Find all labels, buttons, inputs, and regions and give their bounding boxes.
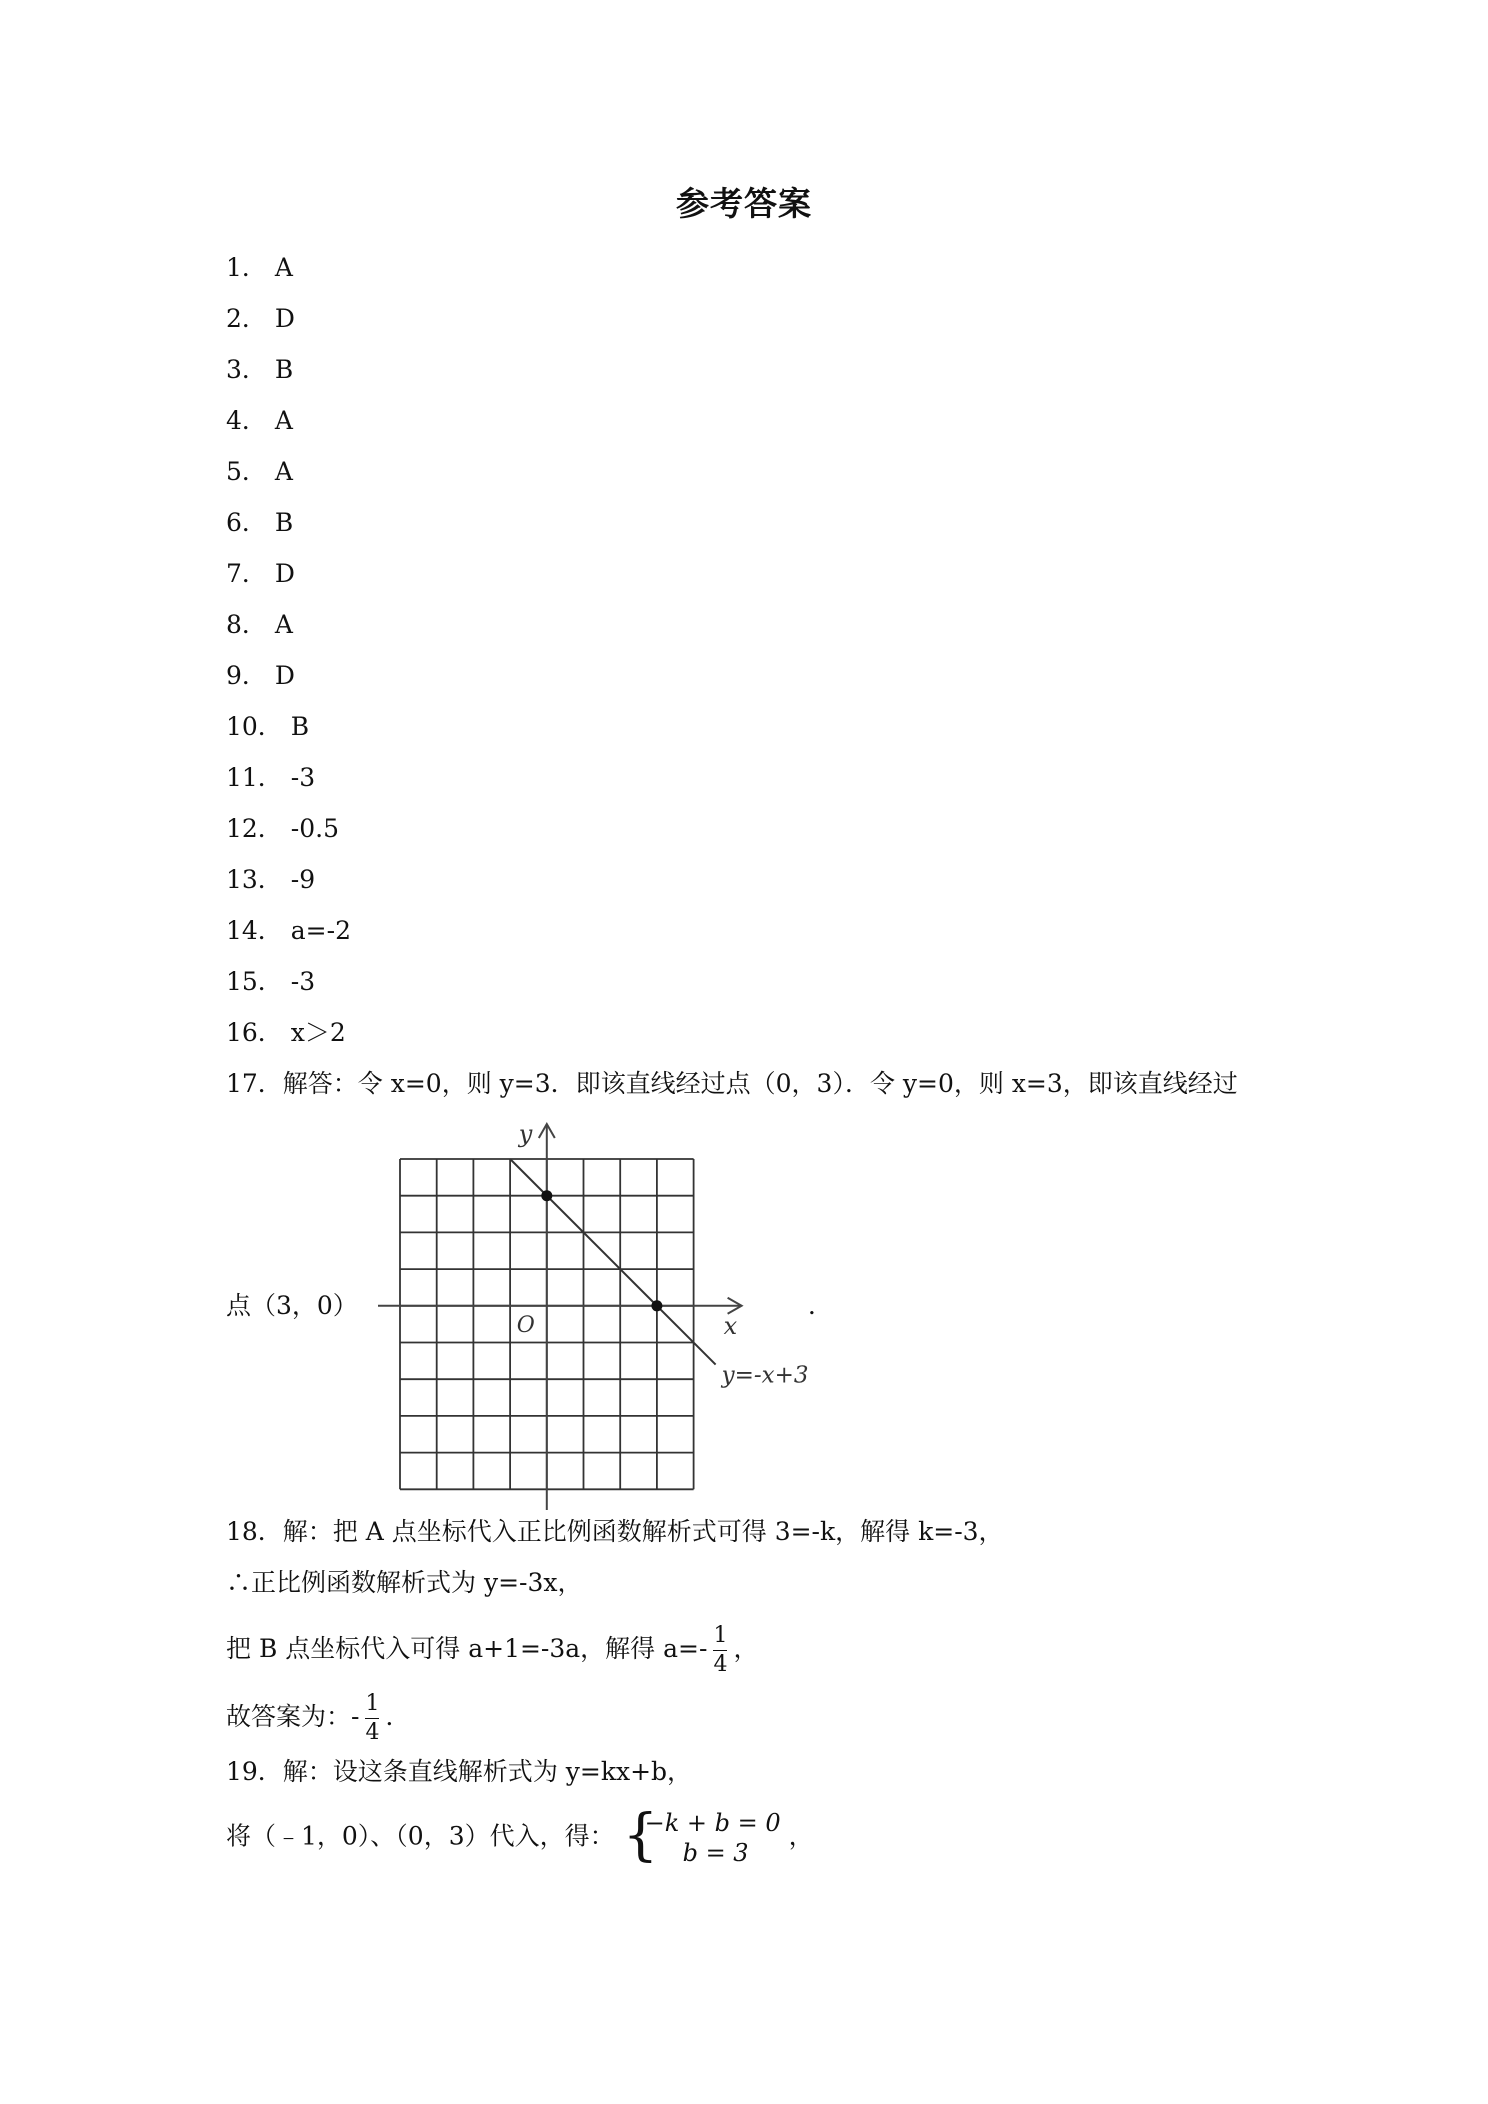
equation-1: −k + b = 0 bbox=[644, 1809, 781, 1837]
answer-item: 9． D bbox=[226, 661, 295, 690]
answer-item: 4． A bbox=[226, 406, 293, 435]
q18-line2: ∴正比例函数解析式为 y=-3x， bbox=[226, 1568, 583, 1597]
answer-item: 3． B bbox=[226, 355, 294, 384]
answer-item: 10． B bbox=[226, 712, 310, 741]
function-line bbox=[510, 1159, 716, 1365]
brace-icon: { bbox=[622, 1803, 659, 1868]
equation-2: b = 3 bbox=[682, 1839, 749, 1867]
answer-item: 14． a=-2 bbox=[226, 916, 351, 945]
q17-line1: 17．解答：令 x=0，则 y=3．即该直线经过点（0，3）．令 y=0，则 x=3，即该直线经过 bbox=[226, 1069, 1238, 1098]
q18-line3: 把 B 点坐标代入可得 a+1=-3a，解得 a=- $\frac{1}{4}$ ， bbox=[226, 1623, 759, 1677]
q18-line1: 18．解：把 A 点坐标代入正比例函数解析式可得 3=-k，解得 k=-3， bbox=[226, 1517, 1004, 1546]
answer-item: 11． -3 bbox=[226, 763, 316, 792]
y-axis-label: y bbox=[518, 1120, 533, 1148]
answer-item: 1． A bbox=[226, 253, 293, 282]
answer-item: 6． B bbox=[226, 508, 294, 537]
answer-item: 16． x＞2 bbox=[226, 1018, 346, 1047]
answer-item: 5． A bbox=[226, 457, 293, 486]
q17-coordinate-graph bbox=[370, 1120, 850, 1510]
answer-item: 7． D bbox=[226, 559, 295, 588]
fraction-one-quarter: $\frac{1}{4}$ bbox=[713, 1623, 728, 1677]
equation-system bbox=[622, 1803, 781, 1868]
point-3-0 bbox=[651, 1300, 662, 1311]
answer-item: 8． A bbox=[226, 610, 293, 639]
answer-item: 2． D bbox=[226, 304, 295, 333]
answer-item: 13． -9 bbox=[226, 865, 316, 894]
fraction-one-quarter: $\frac{1}{4}$ bbox=[365, 1691, 380, 1745]
q19-line1: 19．解：设这条直线解析式为 y=kx+b， bbox=[226, 1757, 693, 1786]
q17-end-mark: ． bbox=[808, 1291, 834, 1320]
page-title: 参考答案 bbox=[676, 184, 812, 223]
answer-item: 12． -0.5 bbox=[226, 814, 339, 843]
q19-line2: 将（﹣1，0）、（0，3）代入，得： { −k + b = 0 b = 3 ， bbox=[226, 1803, 814, 1868]
q17-line2: 点（3，0） bbox=[226, 1291, 358, 1320]
q18-line4: 故答案为：- $\frac{1}{4}$ ． bbox=[226, 1691, 411, 1745]
answer-item: 15． -3 bbox=[226, 967, 316, 996]
origin-label: O bbox=[516, 1312, 535, 1338]
x-axis-label: x bbox=[723, 1311, 738, 1340]
point-0-3 bbox=[541, 1190, 552, 1201]
function-label: y=-x+3 bbox=[721, 1362, 809, 1389]
